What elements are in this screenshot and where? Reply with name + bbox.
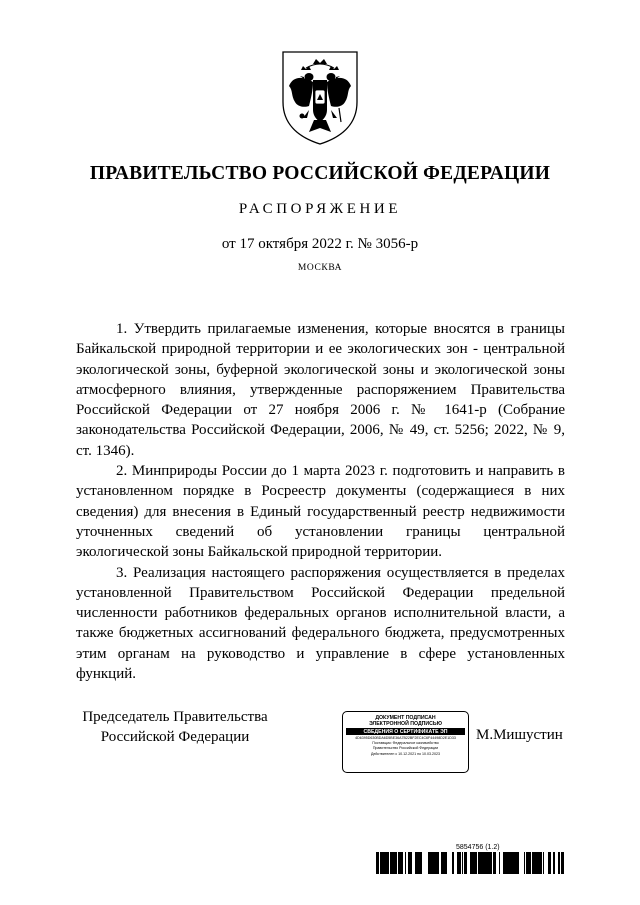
certificate-validity: Действителен с 10.12.2021 по 10.03.2023 bbox=[370, 751, 441, 756]
paragraph-2: 2. Минприроды России до 1 марта 2023 г. подготовить и направить в установленном порядке в Росреестр документы (содержащиеся в них сведения) для внесения в Единый государственный реестр недвижимости уточненных сведений об установлении границы центральной экологической зоны Байкальской природной территории. bbox=[76, 463, 565, 561]
document-body bbox=[76, 319, 565, 684]
organization-title: ПРАВИТЕЛЬСТВО РОССИЙСКОЙ ФЕДЕРАЦИИ bbox=[89, 163, 551, 184]
coat-of-arms-emblem bbox=[279, 50, 361, 146]
certificate-label: СВЕДЕНИЯ О СЕРТИФИКАТЕ ЭП bbox=[346, 728, 465, 735]
barcode-image bbox=[376, 852, 564, 874]
certificate-serial: 4D6395D630BDA6D5BE36A7B22BF2EC4C6F44498D2E1D33 bbox=[355, 736, 456, 740]
certificate-issuer-line1: Поставщик: Федеральное казначейство bbox=[372, 741, 439, 746]
signatory-position-line2: Российской Федерации bbox=[100, 729, 250, 745]
stamp-title bbox=[343, 715, 468, 727]
certificate-issuer-line2: Правительство Российской Федерации bbox=[372, 746, 439, 751]
barcode-number: 5854756 (1.2) bbox=[456, 844, 500, 851]
issue-city: МОСКВА bbox=[297, 263, 343, 273]
signatory-position-line1: Председатель Правительства bbox=[82, 709, 268, 725]
document-type: РАСПОРЯЖЕНИЕ bbox=[238, 201, 402, 217]
document-date-number: от 17 октября 2022 г. № 3056-р bbox=[221, 236, 419, 252]
stamp-title-line2: ЭЛЕКТРОННОЙ ПОДПИСЬЮ bbox=[369, 721, 442, 727]
paragraph-1: 1. Утвердить прилагаемые изменения, которые вносятся в границы Байкальской природной территории и ее экологических зон - центральной экологической зоны, буферной экологической зоны и экологической зоны атмосферного влияния, утвержденные распоряжением Правительства Российской Федерации от 27 ноября 2006 г. № 1641-р (Собрание законодательства Российской Федерации, 2006, № 49, ст. 5256; 2022, № 9, ст. 1346). bbox=[76, 321, 565, 459]
electronic-signature-stamp bbox=[342, 711, 469, 773]
paragraph-3: 3. Реализация настоящего распоряжения осуществляется в пределах установленной Правительством Российской Федерации предельной численности работников федеральных органов исполнительной власти, а также бюджетных ассигнований федерального бюджета, предусмотренных этим органам на руководство и управление в сфере установленных функций. bbox=[76, 564, 565, 683]
signatory-position bbox=[70, 707, 280, 747]
signatory-name: М.Мишустин bbox=[476, 727, 563, 743]
stamp-title-line1: ДОКУМЕНТ ПОДПИСАН bbox=[375, 715, 436, 721]
